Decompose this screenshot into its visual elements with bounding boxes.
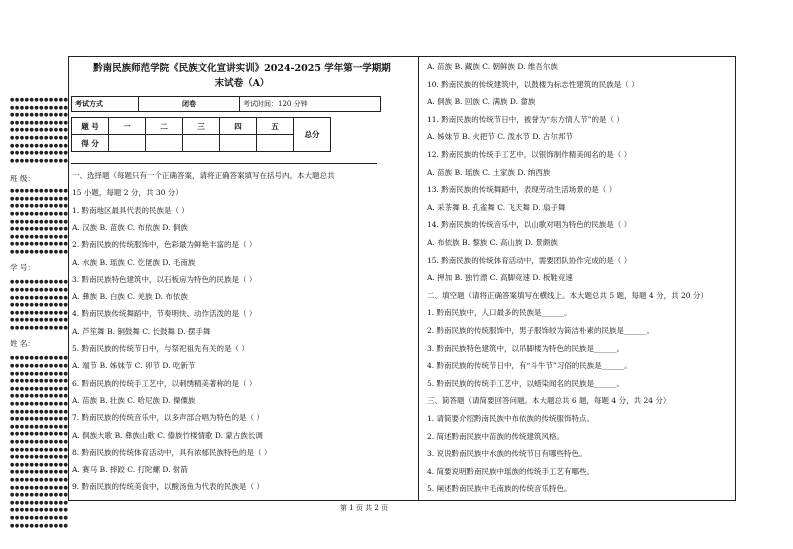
binding-dots: ●●●●●●●●●●●●: [10, 127, 69, 134]
binding-dots: ●●●●●●●●●●●●: [10, 157, 69, 164]
binding-dots: ●●●●●●●●●●●●: [10, 446, 69, 453]
question-line: 2. 简述黔南民族中苗族的传统建筑风格。: [427, 431, 565, 441]
binding-dots: ●●●●●●●●●●●●: [10, 119, 69, 126]
binding-dots: ●●●●●●●●●●●●: [10, 317, 69, 324]
binding-dots: ●●●●●●●●●●●●: [10, 218, 69, 225]
binding-dots: ●●●●●●●●●●●●: [10, 135, 69, 141]
binding-dots: ●●●●●●●●●●●●: [10, 203, 69, 210]
binding-dots: ●●●●●●●●●●●●: [10, 408, 69, 415]
binding-dots: ●●●●●●●●●●●●: [10, 393, 69, 400]
binding-dots: ●●●●●●●●●●●●: [10, 249, 69, 255]
binding-dots: ●●●●●●●●●●●●: [10, 325, 69, 331]
question-line: A. 姊妹节 B. 火把节 C. 泼水节 D. 古尔邦节: [427, 132, 573, 142]
binding-dots: ●●●●●●●●●●●●: [10, 279, 69, 286]
question-line: 4. 黔南民族传统舞蹈中，节奏明快、动作活泼的是（ ）: [72, 309, 257, 319]
question-number-label: 题 号: [72, 118, 109, 135]
col-3: 三: [183, 118, 220, 135]
binding-dots: ●●●●●●●●●●●●: [10, 378, 69, 385]
binding-dots: ●●●●●●●●●●●●: [10, 515, 69, 521]
score-cell[interactable]: [146, 135, 183, 152]
binding-dots: ●●●●●●●●●●●●: [10, 416, 69, 423]
question-line: 2. 黔南民族的传统服饰中，色彩最为鲜艳丰富的是（ ）: [72, 240, 257, 250]
question-line: A. 苗族 B. 瑶族 C. 土家族 D. 纳西族: [427, 167, 551, 177]
binding-dots: ●●●●●●●●●●●●: [10, 302, 69, 309]
exam-title-line2: 末试卷（A）: [214, 78, 270, 89]
binding-dots: ●●●●●●●●●●●●: [10, 211, 69, 217]
question-line: A. 侗族 B. 回族 C. 满族 D. 畲族: [427, 97, 536, 107]
score-cell[interactable]: [109, 135, 146, 152]
class-label: 班 级：: [10, 174, 35, 183]
question-line: 3. 说说黔南民族中水族的传统节日有哪些特色。: [427, 449, 587, 459]
binding-dots: ●●●●●●●●●●●●: [10, 241, 69, 248]
question-line: A. 彝族 B. 白族 C. 羌族 D. 布依族: [72, 292, 188, 302]
question-line: 5. 黔南民族的传统节日中，与祭祀祖先有关的是（ ）: [72, 344, 249, 353]
question-line: A. 端节 B. 姊妹节 C. 卯节 D. 吃新节: [72, 361, 196, 371]
question-line: 13. 黔南民族的传统舞蹈中，表现劳动生活场景的是（ ）: [427, 185, 617, 195]
binding-dots: ●●●●●●●●●●●●: [10, 454, 69, 461]
binding-dots: ●●●●●●●●●●●●: [10, 363, 69, 369]
col-4: 四: [220, 118, 257, 135]
page-footer: 第 1 页 共 2 页: [340, 504, 389, 512]
col-1: 一: [109, 118, 146, 135]
binding-dots: ●●●●●●●●●●●●: [10, 370, 69, 377]
binding-dots: ●●●●●●●●●●●●: [10, 431, 69, 438]
binding-dots: ●●●●●●●●●●●●: [10, 401, 69, 407]
question-line: A. 押加 B. 独竹漂 C. 高脚竞速 D. 板鞋竞速: [427, 273, 573, 283]
column-divider: [418, 56, 419, 501]
student-id-label: 学 号：: [10, 263, 35, 272]
binding-dots: ●●●●●●●●●●●●: [10, 142, 69, 149]
binding-dots: ●●●●●●●●●●●●: [10, 188, 69, 195]
binding-dots: ●●●●●●●●●●●●: [10, 439, 69, 445]
question-line: A. 赛马 B. 摔跤 C. 打陀螺 D. 射箭: [72, 465, 188, 475]
binding-dots: ●●●●●●●●●●●●: [10, 507, 69, 514]
exam-mode-label: 考试方式: [72, 97, 139, 112]
question-line: 5. 黔南民族的传统手工艺中，以蜡染闻名的民族是______。: [427, 378, 625, 388]
question-line: A. 苗族 B. 壮族 C. 哈尼族 D. 傈僳族: [72, 395, 196, 405]
question-line: 3. 黔南民族特色建筑中，以吊脚楼为特色的民族是______。: [427, 343, 625, 353]
exam-title-line1: 黔南民族师范学院《民族文化宣讲实训》2024-2025 学年第一学期期: [93, 63, 391, 74]
question-line: 11. 黔南民族的传统节日中，被誉为“东方情人节”的是（ ）: [427, 114, 624, 124]
question-line: A. 汉族 B. 苗族 C. 布依族 D. 侗族: [72, 222, 188, 232]
binding-dots: ●●●●●●●●●●●●: [10, 195, 69, 202]
exam-info-table: [71, 96, 381, 112]
question-line: 2. 黔南民族的传统服饰中，男子服饰较为简洁朴素的民族是______。: [427, 326, 655, 335]
binding-dots: ●●●●●●●●●●●●: [10, 112, 69, 119]
exam-title: [72, 61, 412, 91]
question-line: 1. 请简要介绍黔南民族中布依族的传统服饰特点。: [427, 414, 595, 423]
total-score-label: 总分: [294, 118, 331, 152]
question-line: A. 侗族大歌 B. 彝族山歌 C. 傣族竹楼情歌 D. 蒙古族长调: [72, 430, 263, 440]
binding-dots: ●●●●●●●●●●●●: [10, 423, 69, 430]
binding-dots: ●●●●●●●●●●●●: [10, 97, 69, 103]
question-line: 6. 黔南民族的传统手工艺中，以刺绣精美著称的是（ ）: [72, 378, 257, 388]
binding-dots: ●●●●●●●●●●●●: [10, 287, 69, 293]
question-line: 9. 黔南民族的传统美食中，以酸汤鱼为代表的民族是（ ）: [72, 482, 264, 492]
question-line: 15. 黔南民族的传统体育活动中，需要团队协作完成的是（ ）: [427, 255, 632, 265]
question-line: 14. 黔南民族的传统音乐中，以山歌对唱为特色的民族是（ ）: [427, 220, 632, 230]
question-line: 1. 黔南民族中，人口最多的民族是______。: [427, 308, 572, 318]
binding-dots: ●●●●●●●●●●●●: [10, 294, 69, 301]
score-cell[interactable]: [220, 135, 257, 152]
question-line: 10. 黔南民族的传统建筑中，以鼓楼为标志性建筑的民族是（ ）: [427, 79, 639, 89]
binding-dots: ●●●●●●●●●●●●: [10, 484, 69, 491]
header-divider: [71, 163, 377, 164]
question-line: 4. 简要说明黔南民族中瑶族的传统手工艺有哪些。: [427, 466, 595, 476]
section-heading: 三、简答题（请简要回答问题。本大题总共 6 题，每题 4 分，共 24 分）: [427, 396, 671, 406]
binding-dots: ●●●●●●●●●●●●: [10, 499, 69, 506]
section-heading: 二、填空题（请将正确答案填写在横线上。本大题总共 5 题，每题 4 分，共 20 分）: [427, 290, 708, 300]
binding-dots: ●●●●●●●●●●●●: [10, 226, 69, 233]
section-heading: 一、选择题（每题只有一个正确答案，请将正确答案填写在括号内。本大题总共: [72, 171, 335, 180]
binding-dots: ●●●●●●●●●●●●: [10, 522, 69, 529]
binding-dots: ●●●●●●●●●●●●: [10, 477, 69, 483]
binding-dots: ●●●●●●●●●●●●: [10, 104, 69, 111]
col-5: 五: [257, 118, 294, 135]
question-line: A. 苗族 B. 藏族 C. 朝鲜族 D. 维吾尔族: [427, 62, 558, 71]
score-table: [71, 117, 331, 152]
question-line: 7. 黔南民族的传统音乐中，以多声部合唱为特色的是（ ）: [72, 413, 264, 423]
binding-dots: ●●●●●●●●●●●●: [10, 492, 69, 499]
binding-dots: ●●●●●●●●●●●●: [10, 355, 69, 362]
question-line: A. 水族 B. 瑶族 C. 仡佬族 D. 毛南族: [72, 257, 196, 267]
question-line: 1. 黔南地区最具代表的民族是（ ）: [72, 205, 189, 215]
binding-dots: ●●●●●●●●●●●●: [10, 461, 69, 468]
score-cell[interactable]: [183, 135, 220, 152]
question-line: A. 芦笙舞 B. 铜鼓舞 C. 长鼓舞 D. 摆手舞: [72, 326, 211, 336]
binding-dots: ●●●●●●●●●●●●: [10, 150, 69, 157]
question-line: 4. 黔南民族的传统节日中，有“斗牛节”习俗的民族是______。: [427, 361, 632, 371]
question-line: 15 小题，每题 2 分，共 30 分）: [72, 188, 183, 198]
name-label: 姓 名：: [10, 339, 35, 348]
col-2: 二: [146, 118, 183, 135]
binding-dots: ●●●●●●●●●●●●: [10, 469, 69, 476]
question-line: 5. 阐述黔南民族中毛南族的传统音乐特色。: [427, 484, 572, 494]
binding-dots: ●●●●●●●●●●●●: [10, 233, 69, 240]
score-cell[interactable]: [257, 135, 294, 152]
question-line: A. 布依族 B. 黎族 C. 高山族 D. 景颇族: [427, 238, 558, 247]
score-label: 得 分: [72, 135, 109, 152]
binding-dots: ●●●●●●●●●●●●: [10, 385, 69, 392]
question-line: 8. 黔南民族的传统体育活动中，具有浓郁民族特色的是（ ）: [72, 447, 272, 457]
question-line: A. 采茶舞 B. 孔雀舞 C. 飞天舞 D. 扇子舞: [427, 202, 566, 212]
exam-time: 考试时间：120 分钟: [240, 97, 381, 112]
question-line: 3. 黔南民族特色建筑中，以石板房为特色的民族是（ ）: [72, 274, 257, 284]
exam-mode-value: 闭卷: [139, 97, 240, 112]
binding-dots: ●●●●●●●●●●●●: [10, 309, 69, 316]
question-line: 12. 黔南民族的传统手工艺中，以银饰制作精美闻名的是（ ）: [427, 150, 632, 159]
